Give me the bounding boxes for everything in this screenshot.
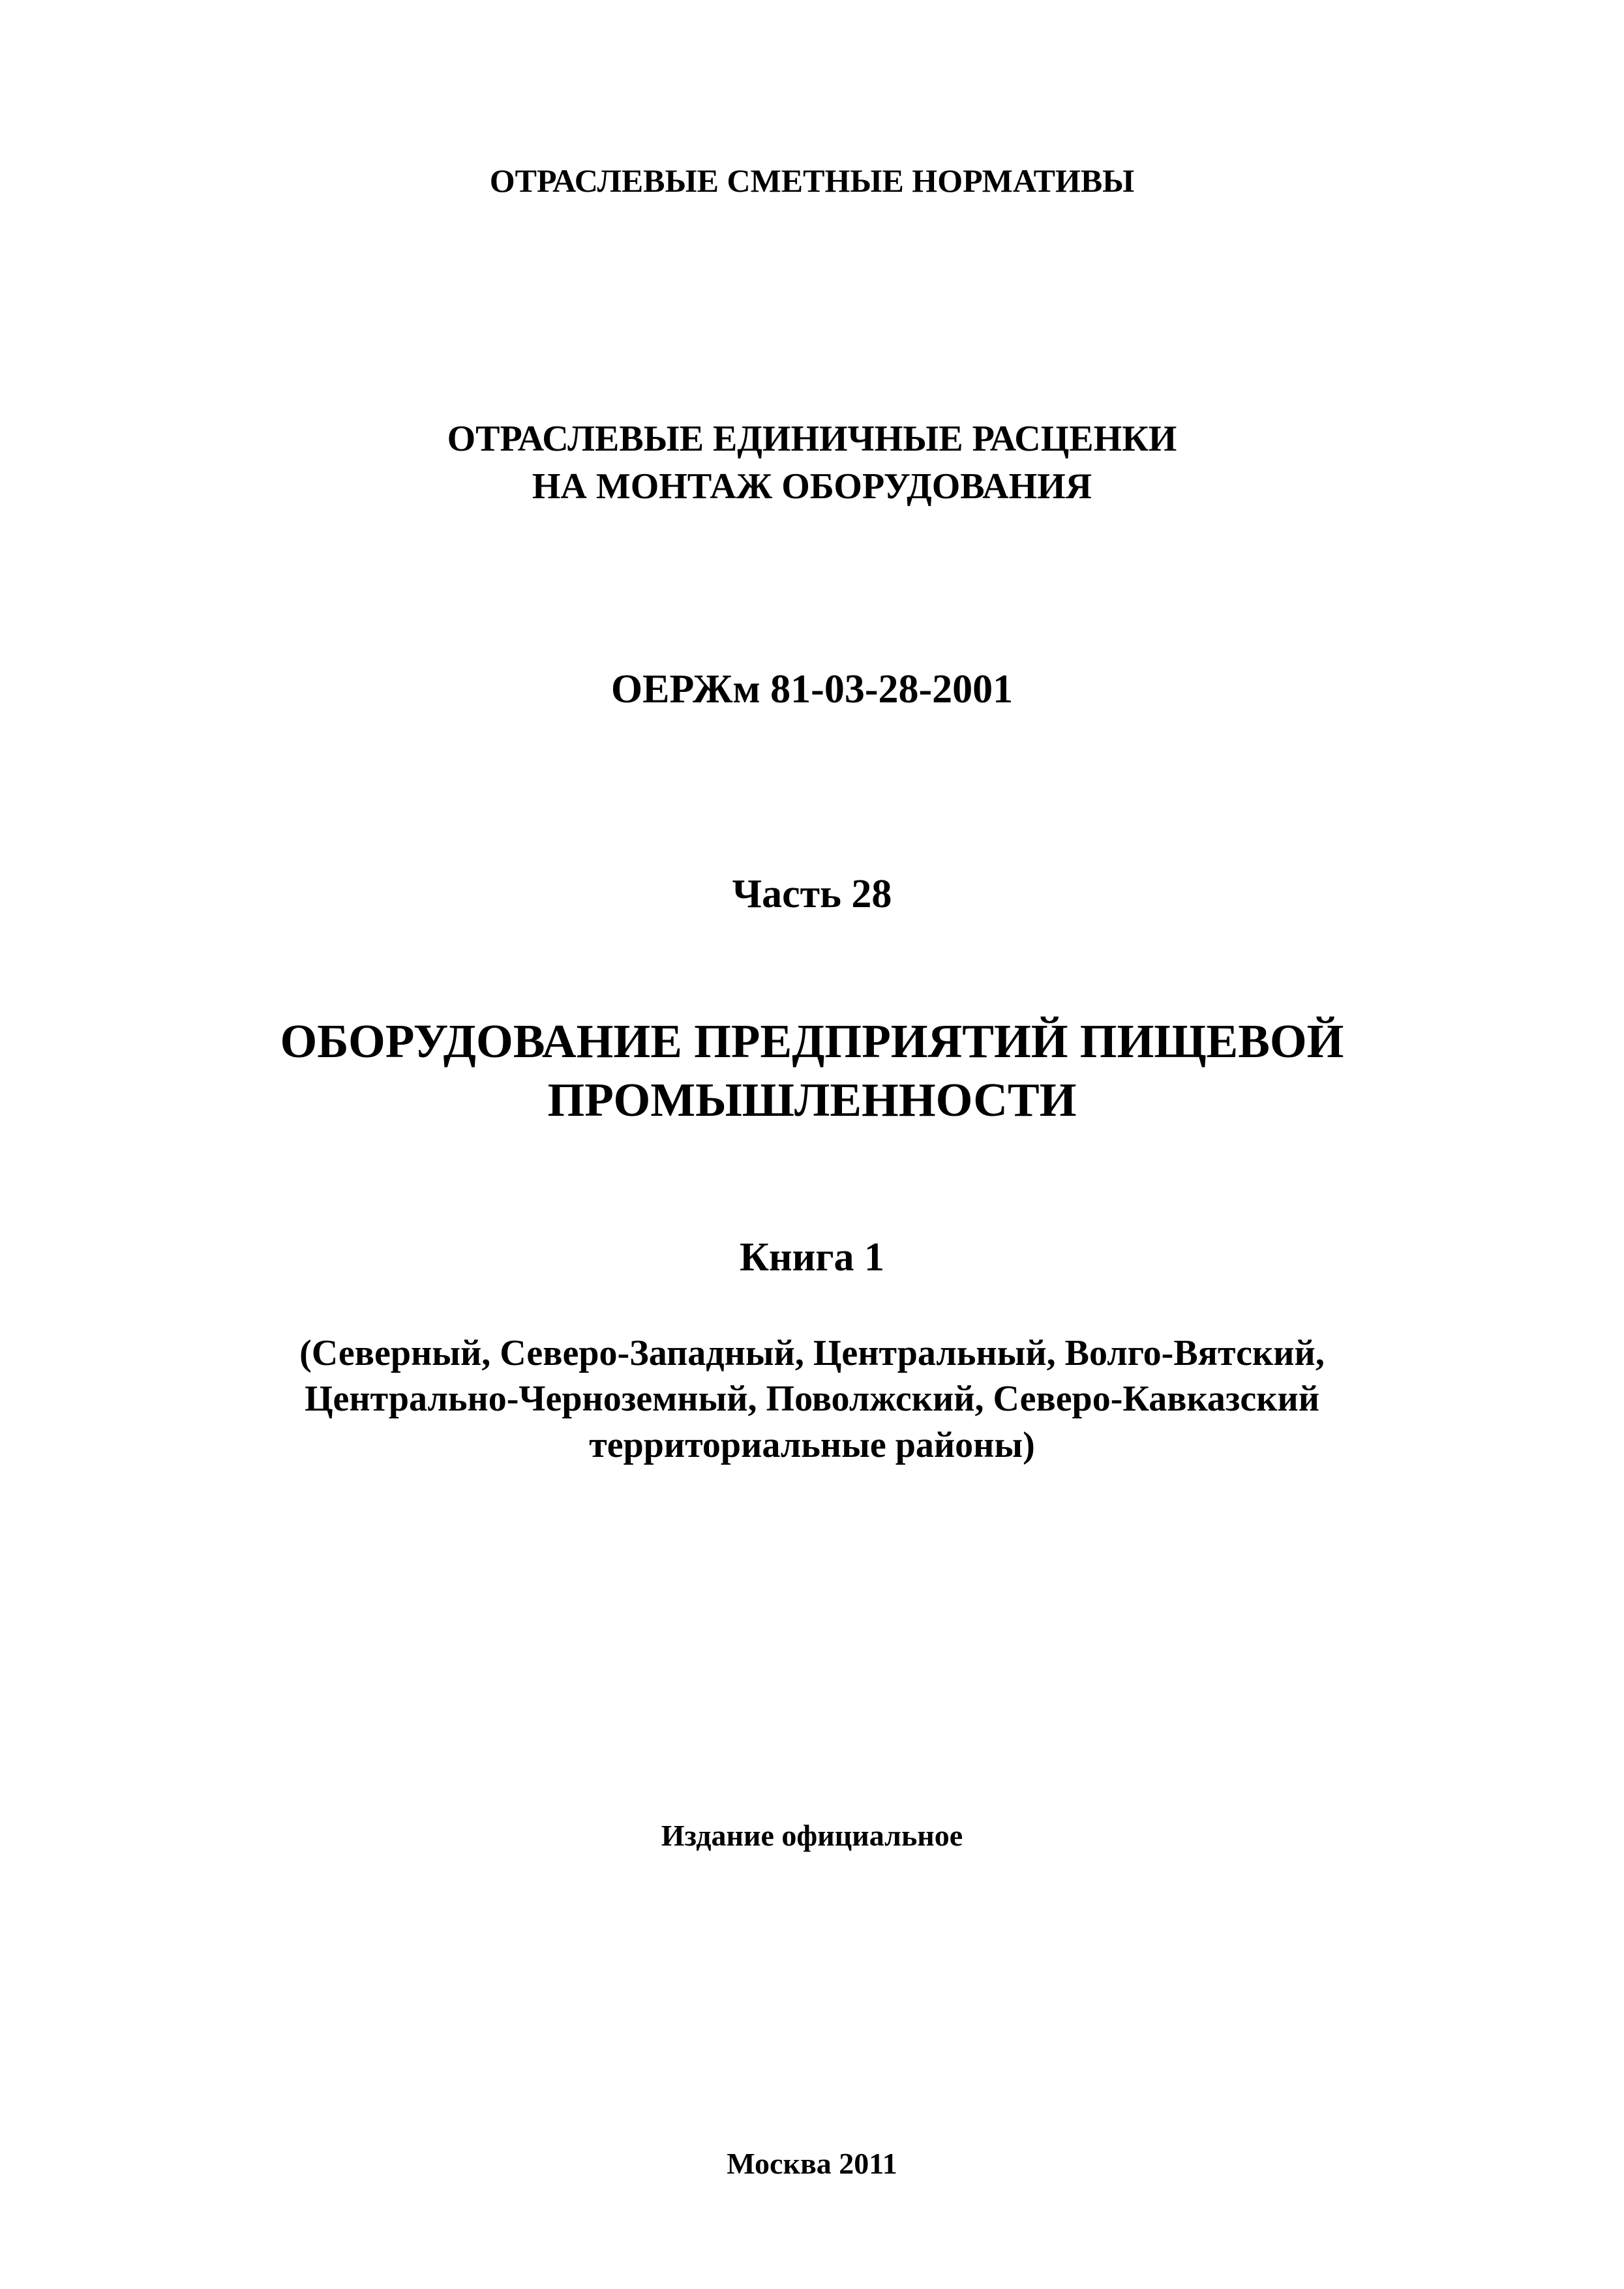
- part-number: Часть 28: [732, 872, 892, 916]
- part-title-line-2: ПРОМЫШЛЕННОСТИ: [547, 1073, 1077, 1126]
- collection-title-line-2: НА МОНТАЖ ОБОРУДОВАНИЯ: [532, 466, 1092, 507]
- place-year: Москва 2011: [727, 2147, 897, 2180]
- book-number: Книга 1: [739, 1235, 885, 1279]
- regions-line-3: территориальные районы): [589, 1425, 1035, 1465]
- series-title: ОТРАСЛЕВЫЕ СМЕТНЫЕ НОРМАТИВЫ: [489, 162, 1135, 199]
- regions-line-2: Центрально-Черноземный, Поволжский, Северо-Кавказский: [304, 1379, 1320, 1419]
- collection-title-line-1: ОТРАСЛЕВЫЕ ЕДИНИЧНЫЕ РАСЦЕНКИ: [447, 419, 1177, 459]
- edition-note: Издание официальное: [661, 1819, 963, 1852]
- document-code: ОЕРЖм 81-03-28-2001: [610, 667, 1014, 711]
- part-title-line-1: ОБОРУДОВАНИЕ ПРЕДПРИЯТИЙ ПИЩЕВОЙ: [280, 1015, 1344, 1068]
- regions-line-1: (Северный, Северо-Западный, Центральный, Волго-Вятский,: [299, 1333, 1325, 1373]
